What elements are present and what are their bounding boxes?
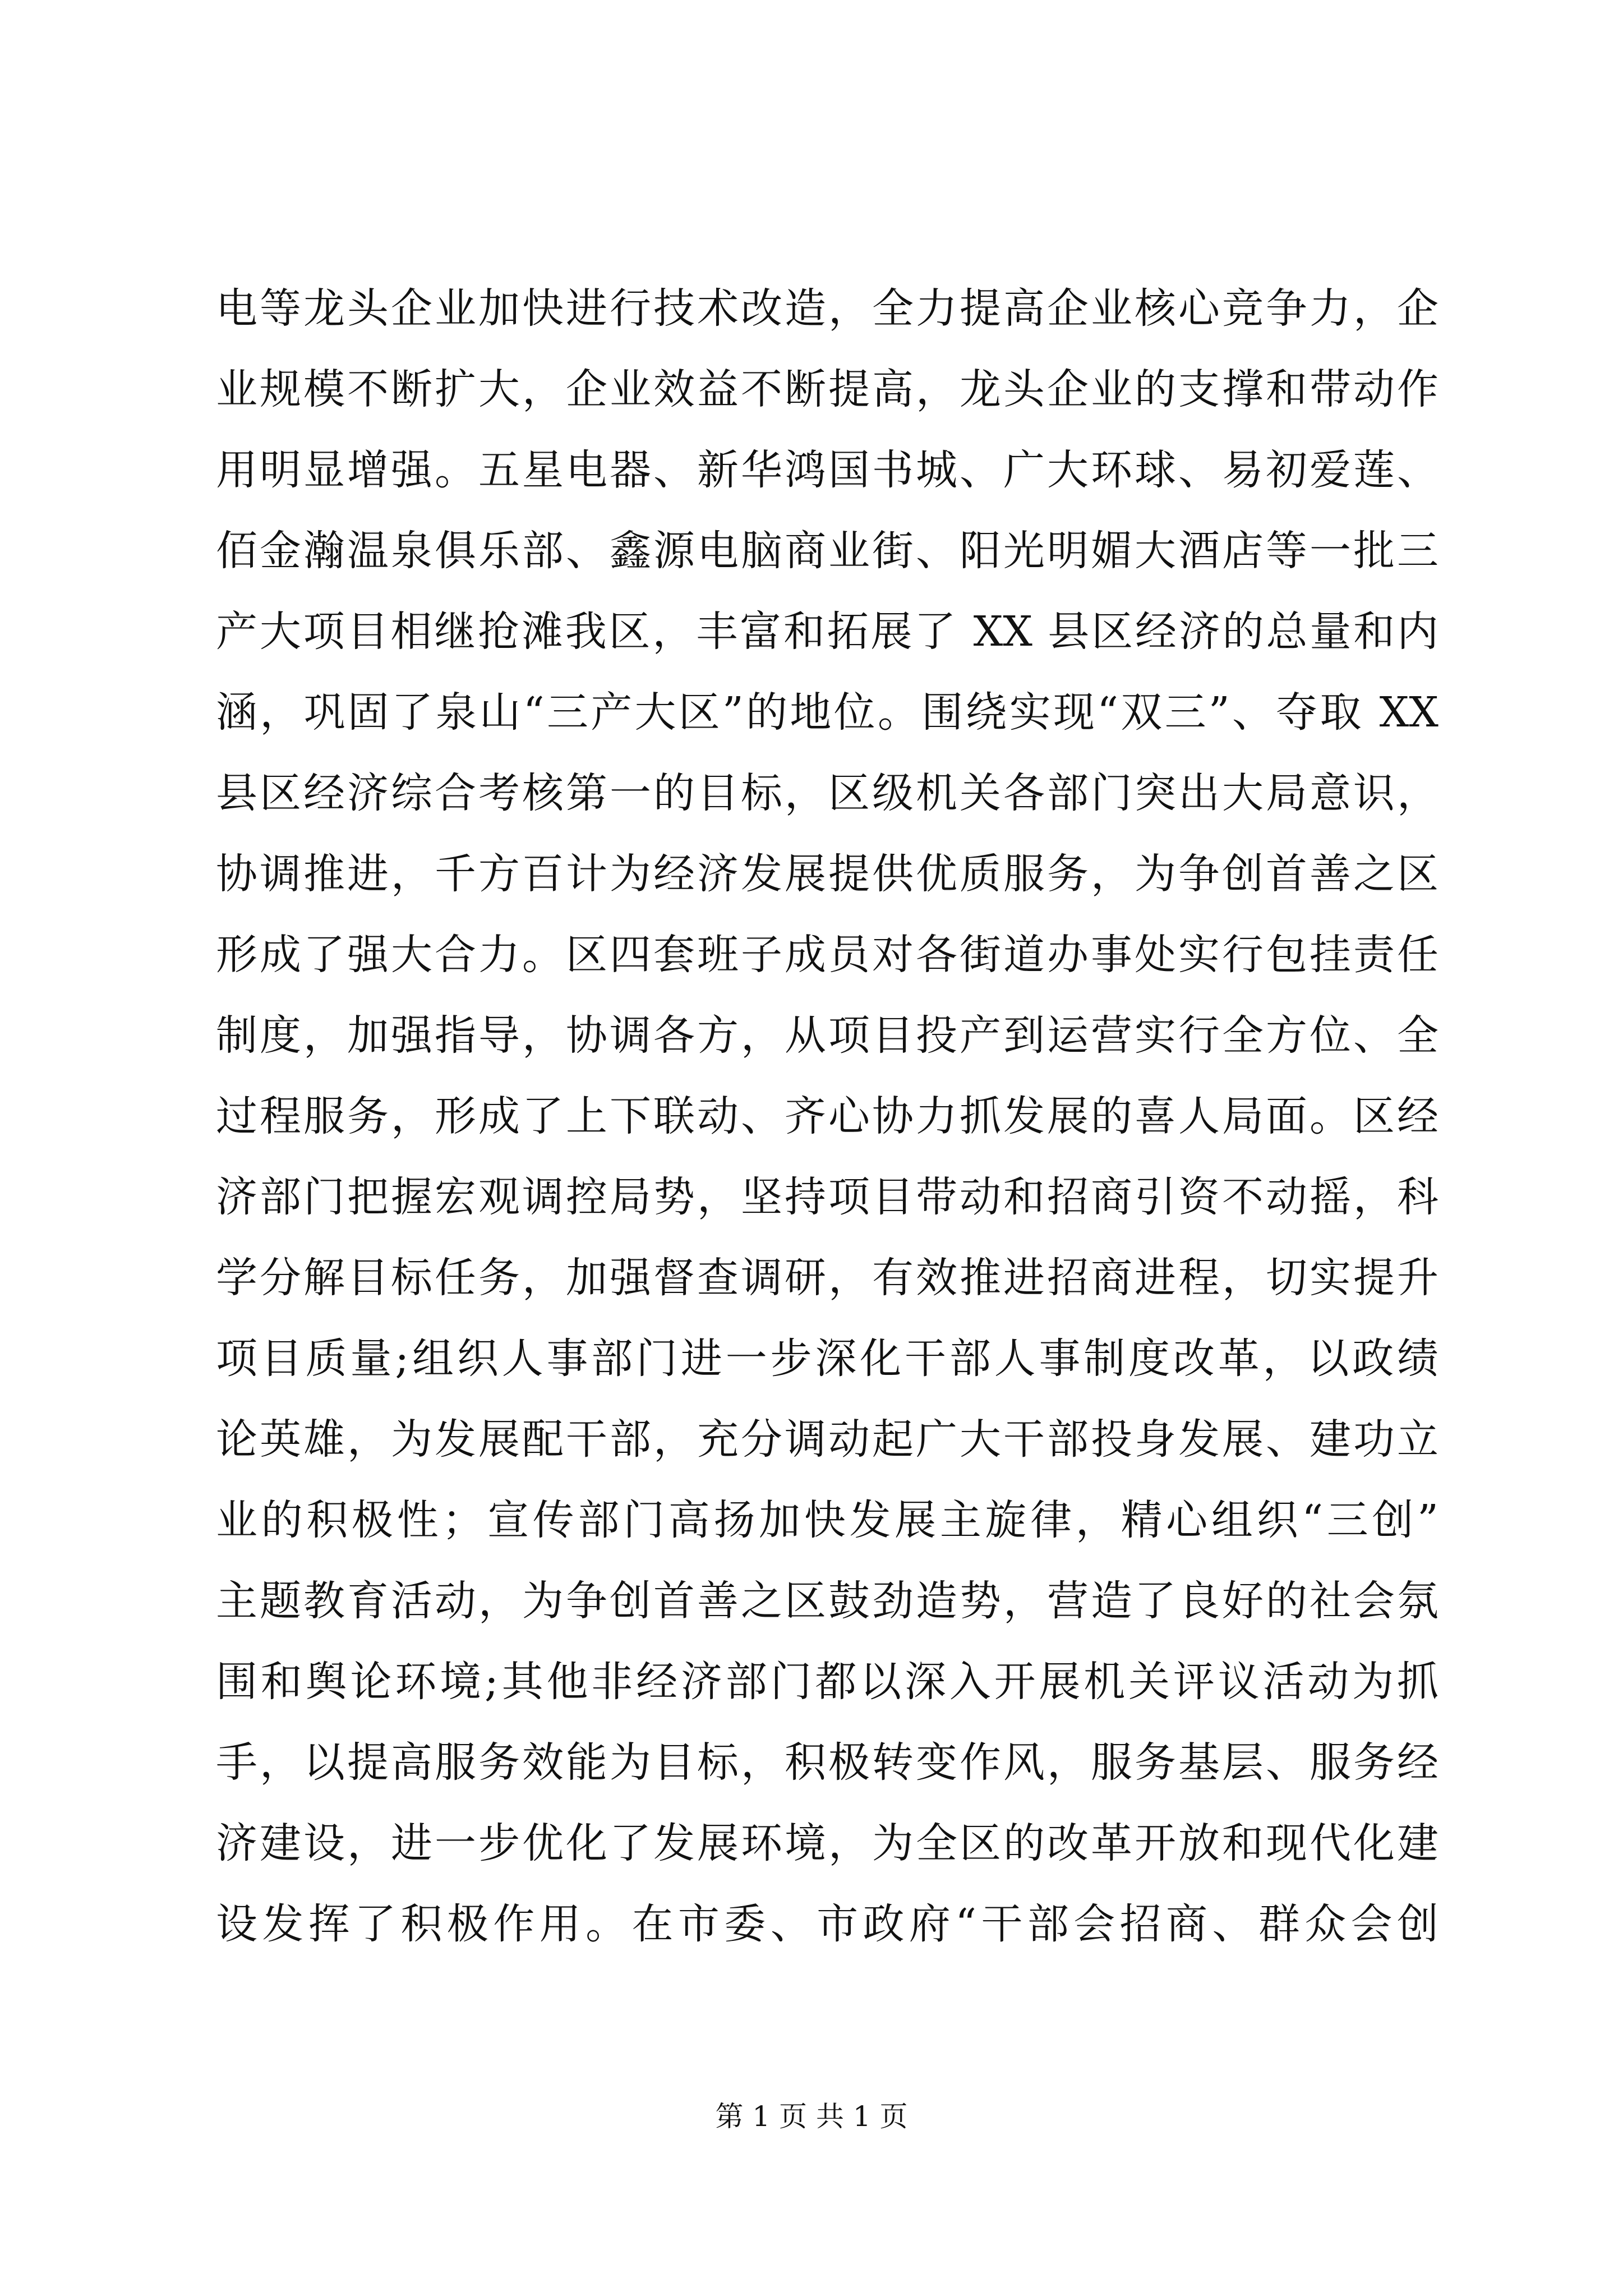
text-line: 设发挥了积极作用。在市委、市政府“干部会招商、群众会创 <box>216 1900 1438 1948</box>
text-line: 围和舆论环境;其他非经济部门都以深入开展机关评议活动为抓 <box>216 1658 1438 1706</box>
body-text <box>216 268 1438 1964</box>
text-line: 用明显增强。五星电器、新华鸿国书城、广大环球、易初爱莲、 <box>216 446 1438 494</box>
text-line: 济部门把握宏观调控局势，坚持项目带动和招商引资不动摇，科 <box>216 1173 1438 1221</box>
page-number-footer: 第 1 页 共 1 页 <box>715 2100 908 2133</box>
text-line: 县区经济综合考核第一的目标，区级机关各部门突出大局意识， <box>216 769 1438 817</box>
text-line: 电等龙头企业加快进行技术改造，全力提高企业核心竞争力，企 <box>216 284 1438 333</box>
text-line: 学分解目标任务，加强督查调研，有效推进招商进程，切实提升 <box>216 1254 1438 1302</box>
text-line: 形成了强大合力。区四套班子成员对各街道办事处实行包挂责任 <box>216 931 1438 979</box>
text-line: 济建设，进一步优化了发展环境，为全区的改革开放和现代化建 <box>216 1819 1438 1867</box>
text-line: 制度，加强指导，协调各方，从项目投产到运营实行全方位、全 <box>216 1011 1438 1060</box>
text-line: 佰金瀚温泉俱乐部、鑫源电脑商业街、阳光明媚大酒店等一批三 <box>216 527 1438 575</box>
text-line: 产大项目相继抢滩我区，丰富和拓展了 XX 县区经济的总量和内 <box>216 608 1438 656</box>
text-line: 涵，巩固了泉山“三产大区”的地位。围绕实现“双三”、夺取 XX <box>216 688 1438 737</box>
text-line: 主题教育活动，为争创首善之区鼓劲造势，营造了良好的社会氛 <box>216 1577 1438 1625</box>
text-line: 手，以提高服务效能为目标，积极转变作风，服务基层、服务经 <box>216 1738 1438 1787</box>
text-line: 过程服务，形成了上下联动、齐心协力抓发展的喜人局面。区经 <box>216 1092 1438 1140</box>
text-line: 业规模不断扩大，企业效益不断提高，龙头企业的支撑和带动作 <box>216 365 1438 413</box>
text-line: 协调推进，千方百计为经济发展提供优质服务，为争创首善之区 <box>216 850 1438 898</box>
text-line: 业的积极性；宣传部门高扬加快发展主旋律，精心组织“三创” <box>216 1496 1438 1544</box>
text-line: 论英雄，为发展配干部，充分调动起广大干部投身发展、建功立 <box>216 1415 1438 1464</box>
text-line: 项目质量;组织人事部门进一步深化干部人事制度改革，以政绩 <box>216 1335 1438 1383</box>
